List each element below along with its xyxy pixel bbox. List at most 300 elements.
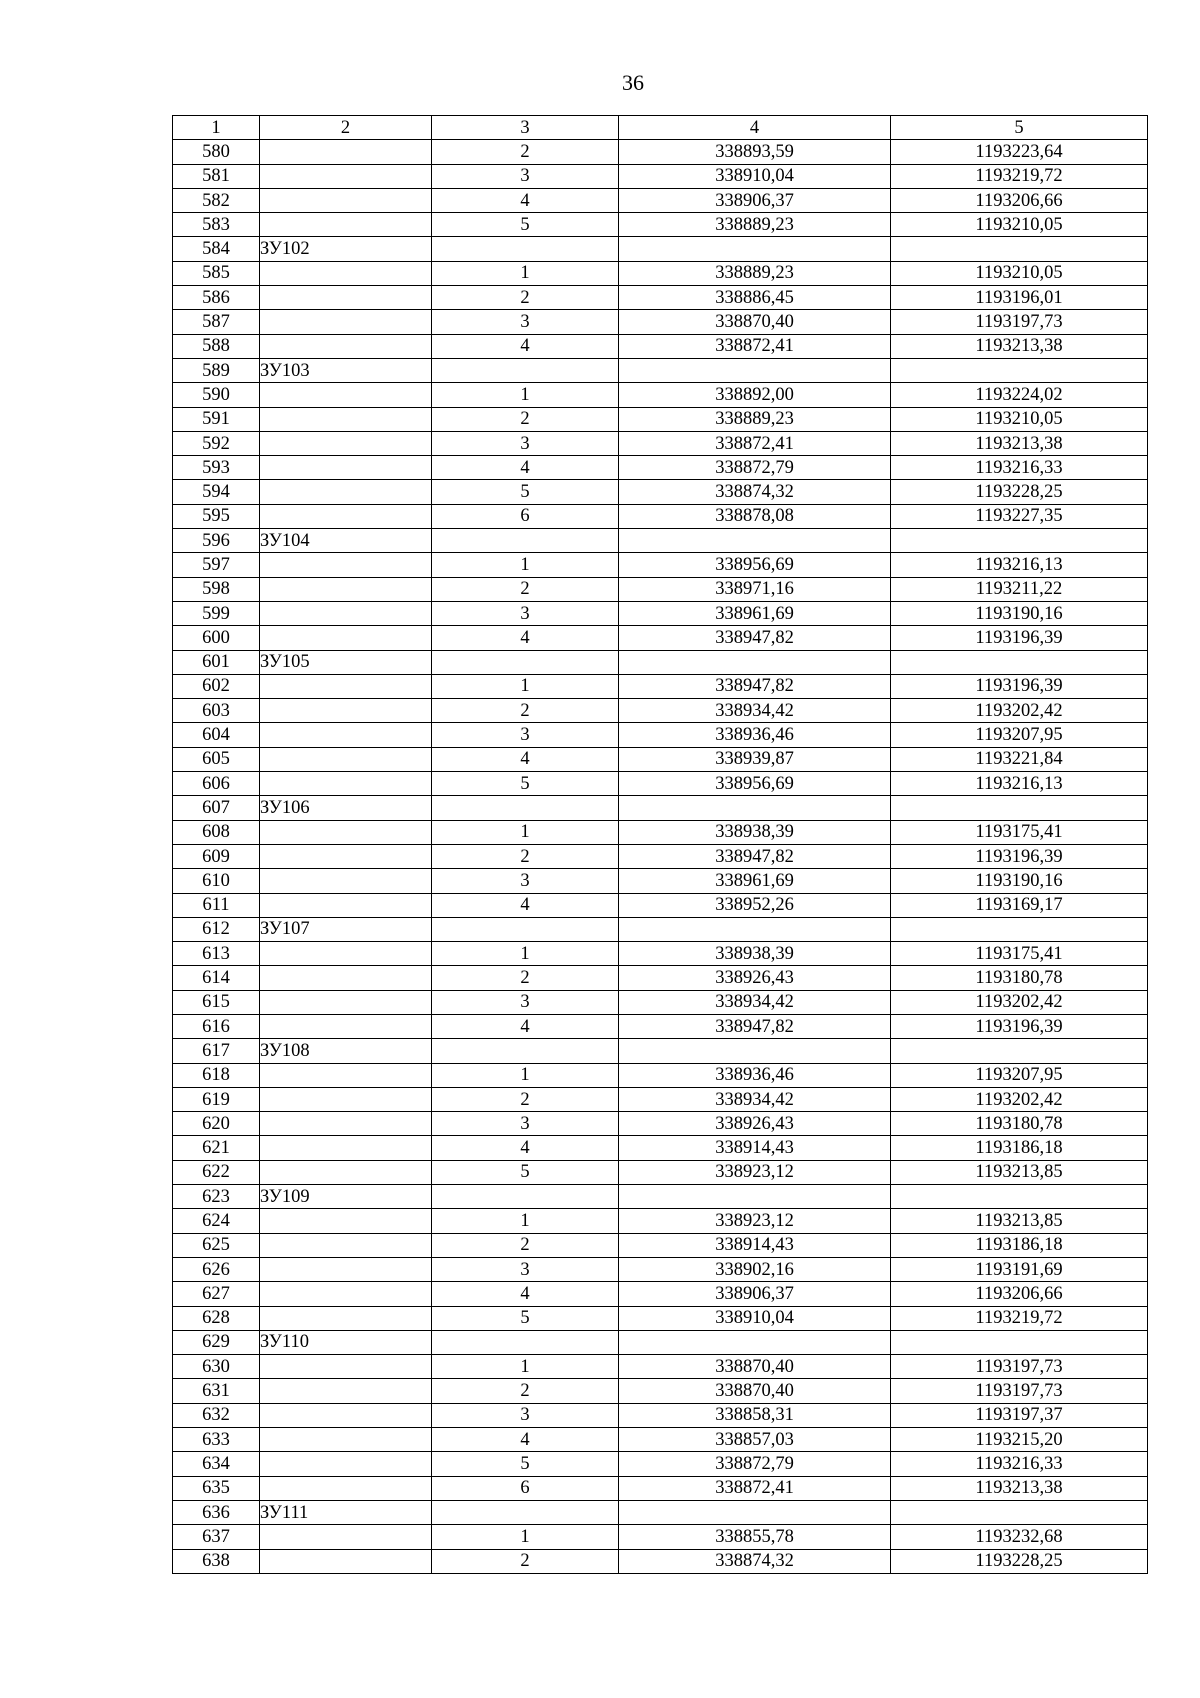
y-coordinate-cell [891, 796, 1148, 820]
parcel-label-cell [260, 1403, 432, 1427]
table-row [173, 1549, 1148, 1573]
row-number-cell: 627 [173, 1282, 260, 1306]
point-number-cell: 2 [432, 140, 619, 164]
y-coordinate-cell [891, 529, 1148, 553]
y-coordinate-cell [891, 1185, 1148, 1209]
parcel-label-cell: ЗУ111 [260, 1500, 432, 1524]
x-coordinate-cell: 338914,43 [619, 1233, 891, 1257]
table-row [173, 1379, 1148, 1403]
y-coordinate-cell: 1193202,42 [891, 990, 1148, 1014]
table-row [173, 504, 1148, 528]
table-row [173, 747, 1148, 771]
row-number-cell: 621 [173, 1136, 260, 1160]
y-coordinate-cell: 1193215,20 [891, 1428, 1148, 1452]
row-number-cell: 609 [173, 844, 260, 868]
parcel-label-cell [260, 601, 432, 625]
table-row [173, 456, 1148, 480]
x-coordinate-cell: 338872,41 [619, 1476, 891, 1500]
point-number-cell: 2 [432, 844, 619, 868]
table-row [173, 383, 1148, 407]
x-coordinate-cell: 338870,40 [619, 1379, 891, 1403]
row-number-cell: 638 [173, 1549, 260, 1573]
parcel-label-cell [260, 188, 432, 212]
y-coordinate-cell: 1193213,38 [891, 334, 1148, 358]
y-coordinate-cell: 1193190,16 [891, 869, 1148, 893]
row-number-cell: 601 [173, 650, 260, 674]
parcel-label-cell [260, 1257, 432, 1281]
y-coordinate-cell: 1193186,18 [891, 1233, 1148, 1257]
table-row [173, 1209, 1148, 1233]
parcel-label-cell: ЗУ102 [260, 237, 432, 261]
point-number-cell: 4 [432, 334, 619, 358]
row-number-cell: 619 [173, 1087, 260, 1111]
row-number-cell: 591 [173, 407, 260, 431]
table-row [173, 1063, 1148, 1087]
y-coordinate-cell [891, 1500, 1148, 1524]
y-coordinate-cell: 1193196,39 [891, 844, 1148, 868]
point-number-cell [432, 1185, 619, 1209]
parcel-label-cell: ЗУ110 [260, 1330, 432, 1354]
parcel-label-cell [260, 1379, 432, 1403]
y-coordinate-cell: 1193191,69 [891, 1257, 1148, 1281]
y-coordinate-cell: 1193207,95 [891, 1063, 1148, 1087]
table-row [173, 1039, 1148, 1063]
point-number-cell: 4 [432, 1282, 619, 1306]
x-coordinate-cell [619, 796, 891, 820]
y-coordinate-cell: 1193227,35 [891, 504, 1148, 528]
table-row [173, 1136, 1148, 1160]
x-coordinate-cell: 338934,42 [619, 699, 891, 723]
row-number-cell: 594 [173, 480, 260, 504]
point-number-cell: 2 [432, 1549, 619, 1573]
table-row [173, 310, 1148, 334]
y-coordinate-cell: 1193180,78 [891, 1112, 1148, 1136]
parcel-label-cell [260, 820, 432, 844]
parcel-label-cell [260, 1476, 432, 1500]
y-coordinate-cell: 1193216,33 [891, 1452, 1148, 1476]
parcel-label-cell: ЗУ103 [260, 358, 432, 382]
x-coordinate-cell [619, 917, 891, 941]
parcel-label-cell [260, 1306, 432, 1330]
x-coordinate-cell: 338961,69 [619, 601, 891, 625]
column-header-3: 3 [432, 116, 619, 140]
parcel-label-cell [260, 1160, 432, 1184]
y-coordinate-cell: 1193216,33 [891, 456, 1148, 480]
point-number-cell: 1 [432, 383, 619, 407]
x-coordinate-cell: 338938,39 [619, 942, 891, 966]
x-coordinate-cell: 338923,12 [619, 1209, 891, 1233]
x-coordinate-cell: 338947,82 [619, 844, 891, 868]
y-coordinate-cell: 1193213,38 [891, 1476, 1148, 1500]
row-number-cell: 596 [173, 529, 260, 553]
y-coordinate-cell: 1193210,05 [891, 407, 1148, 431]
table-row [173, 1087, 1148, 1111]
x-coordinate-cell [619, 1500, 891, 1524]
y-coordinate-cell: 1193196,39 [891, 1014, 1148, 1038]
parcel-label-cell [260, 480, 432, 504]
parcel-label-cell [260, 577, 432, 601]
y-coordinate-cell [891, 237, 1148, 261]
table-row [173, 844, 1148, 868]
y-coordinate-cell: 1193196,01 [891, 286, 1148, 310]
y-coordinate-cell: 1193219,72 [891, 1306, 1148, 1330]
row-number-cell: 634 [173, 1452, 260, 1476]
y-coordinate-cell: 1193169,17 [891, 893, 1148, 917]
table-row [173, 286, 1148, 310]
y-coordinate-cell: 1193219,72 [891, 164, 1148, 188]
point-number-cell: 5 [432, 772, 619, 796]
row-number-cell: 616 [173, 1014, 260, 1038]
y-coordinate-cell: 1193228,25 [891, 1549, 1148, 1573]
y-coordinate-cell: 1193213,85 [891, 1160, 1148, 1184]
table-row [173, 1185, 1148, 1209]
row-number-cell: 628 [173, 1306, 260, 1330]
x-coordinate-cell [619, 650, 891, 674]
y-coordinate-cell: 1193202,42 [891, 1087, 1148, 1111]
x-coordinate-cell: 338936,46 [619, 1063, 891, 1087]
table-row [173, 942, 1148, 966]
point-number-cell: 4 [432, 456, 619, 480]
row-number-cell: 637 [173, 1525, 260, 1549]
point-number-cell: 3 [432, 1112, 619, 1136]
x-coordinate-cell: 338947,82 [619, 1014, 891, 1038]
point-number-cell: 4 [432, 626, 619, 650]
point-number-cell [432, 1500, 619, 1524]
x-coordinate-cell: 338926,43 [619, 966, 891, 990]
x-coordinate-cell: 338947,82 [619, 674, 891, 698]
x-coordinate-cell: 338971,16 [619, 577, 891, 601]
row-number-cell: 613 [173, 942, 260, 966]
table-row [173, 407, 1148, 431]
column-header-4: 4 [619, 116, 891, 140]
x-coordinate-cell: 338906,37 [619, 188, 891, 212]
point-number-cell: 2 [432, 407, 619, 431]
parcel-label-cell [260, 1549, 432, 1573]
row-number-cell: 604 [173, 723, 260, 747]
row-number-cell: 580 [173, 140, 260, 164]
parcel-label-cell [260, 626, 432, 650]
point-number-cell: 4 [432, 747, 619, 771]
row-number-cell: 629 [173, 1330, 260, 1354]
point-number-cell: 1 [432, 261, 619, 285]
point-number-cell: 3 [432, 1403, 619, 1427]
row-number-cell: 615 [173, 990, 260, 1014]
table-row [173, 480, 1148, 504]
point-number-cell [432, 529, 619, 553]
table-row [173, 213, 1148, 237]
y-coordinate-cell: 1193228,25 [891, 480, 1148, 504]
x-coordinate-cell: 338926,43 [619, 1112, 891, 1136]
row-number-cell: 592 [173, 431, 260, 455]
x-coordinate-cell [619, 1330, 891, 1354]
x-coordinate-cell: 338872,79 [619, 1452, 891, 1476]
parcel-label-cell [260, 747, 432, 771]
y-coordinate-cell: 1193210,05 [891, 261, 1148, 285]
table-row [173, 188, 1148, 212]
parcel-label-cell [260, 1209, 432, 1233]
parcel-label-cell [260, 164, 432, 188]
point-number-cell: 6 [432, 504, 619, 528]
x-coordinate-cell: 338906,37 [619, 1282, 891, 1306]
y-coordinate-cell: 1193223,64 [891, 140, 1148, 164]
parcel-label-cell [260, 1355, 432, 1379]
row-number-cell: 602 [173, 674, 260, 698]
row-number-cell: 620 [173, 1112, 260, 1136]
table-row [173, 893, 1148, 917]
table-row [173, 1355, 1148, 1379]
point-number-cell: 5 [432, 1160, 619, 1184]
table-row [173, 1282, 1148, 1306]
point-number-cell: 1 [432, 942, 619, 966]
parcel-label-cell [260, 140, 432, 164]
table-row [173, 601, 1148, 625]
row-number-cell: 608 [173, 820, 260, 844]
point-number-cell: 3 [432, 990, 619, 1014]
parcel-label-cell [260, 431, 432, 455]
x-coordinate-cell [619, 358, 891, 382]
row-number-cell: 633 [173, 1428, 260, 1452]
x-coordinate-cell: 338902,16 [619, 1257, 891, 1281]
x-coordinate-cell: 338874,32 [619, 480, 891, 504]
x-coordinate-cell [619, 237, 891, 261]
row-number-cell: 624 [173, 1209, 260, 1233]
y-coordinate-cell: 1193202,42 [891, 699, 1148, 723]
column-header-5: 5 [891, 116, 1148, 140]
point-number-cell [432, 796, 619, 820]
y-coordinate-cell: 1193210,05 [891, 213, 1148, 237]
point-number-cell: 1 [432, 1063, 619, 1087]
x-coordinate-cell: 338874,32 [619, 1549, 891, 1573]
point-number-cell: 3 [432, 869, 619, 893]
parcel-label-cell [260, 990, 432, 1014]
x-coordinate-cell: 338938,39 [619, 820, 891, 844]
table-row [173, 237, 1148, 261]
row-number-cell: 635 [173, 1476, 260, 1500]
x-coordinate-cell: 338947,82 [619, 626, 891, 650]
row-number-cell: 632 [173, 1403, 260, 1427]
x-coordinate-cell: 338961,69 [619, 869, 891, 893]
parcel-label-cell [260, 286, 432, 310]
point-number-cell: 4 [432, 1428, 619, 1452]
x-coordinate-cell: 338870,40 [619, 310, 891, 334]
y-coordinate-cell: 1193196,39 [891, 674, 1148, 698]
y-coordinate-cell: 1193213,38 [891, 431, 1148, 455]
table-row [173, 723, 1148, 747]
row-number-cell: 636 [173, 1500, 260, 1524]
x-coordinate-cell: 338892,00 [619, 383, 891, 407]
row-number-cell: 618 [173, 1063, 260, 1087]
parcel-label-cell [260, 213, 432, 237]
y-coordinate-cell: 1193175,41 [891, 820, 1148, 844]
parcel-label-cell [260, 674, 432, 698]
row-number-cell: 630 [173, 1355, 260, 1379]
point-number-cell: 5 [432, 213, 619, 237]
row-number-cell: 590 [173, 383, 260, 407]
x-coordinate-cell: 338872,41 [619, 334, 891, 358]
point-number-cell: 1 [432, 820, 619, 844]
parcel-label-cell [260, 942, 432, 966]
point-number-cell [432, 237, 619, 261]
y-coordinate-cell [891, 358, 1148, 382]
table-body [173, 140, 1148, 1574]
parcel-label-cell [260, 1428, 432, 1452]
y-coordinate-cell: 1193197,37 [891, 1403, 1148, 1427]
point-number-cell: 4 [432, 1014, 619, 1038]
parcel-label-cell [260, 407, 432, 431]
row-number-cell: 607 [173, 796, 260, 820]
table-header-row [173, 116, 1148, 140]
x-coordinate-cell: 338910,04 [619, 1306, 891, 1330]
point-number-cell: 5 [432, 1306, 619, 1330]
row-number-cell: 588 [173, 334, 260, 358]
row-number-cell: 614 [173, 966, 260, 990]
x-coordinate-cell: 338872,79 [619, 456, 891, 480]
point-number-cell: 1 [432, 553, 619, 577]
column-header-1: 1 [173, 116, 260, 140]
table-row [173, 1403, 1148, 1427]
point-number-cell [432, 1039, 619, 1063]
row-number-cell: 610 [173, 869, 260, 893]
x-coordinate-cell [619, 529, 891, 553]
x-coordinate-cell: 338855,78 [619, 1525, 891, 1549]
parcel-label-cell [260, 893, 432, 917]
x-coordinate-cell: 338934,42 [619, 990, 891, 1014]
point-number-cell: 4 [432, 893, 619, 917]
row-number-cell: 586 [173, 286, 260, 310]
table-row [173, 140, 1148, 164]
x-coordinate-cell: 338936,46 [619, 723, 891, 747]
x-coordinate-cell: 338934,42 [619, 1087, 891, 1111]
point-number-cell: 1 [432, 1355, 619, 1379]
x-coordinate-cell: 338886,45 [619, 286, 891, 310]
table-row [173, 1428, 1148, 1452]
y-coordinate-cell [891, 1330, 1148, 1354]
x-coordinate-cell: 338893,59 [619, 140, 891, 164]
y-coordinate-cell: 1193196,39 [891, 626, 1148, 650]
x-coordinate-cell [619, 1185, 891, 1209]
row-number-cell: 625 [173, 1233, 260, 1257]
y-coordinate-cell: 1193175,41 [891, 942, 1148, 966]
x-coordinate-cell: 338923,12 [619, 1160, 891, 1184]
point-number-cell: 2 [432, 966, 619, 990]
table-row [173, 553, 1148, 577]
table-row [173, 772, 1148, 796]
page-number: 36 [622, 70, 644, 95]
y-coordinate-cell: 1193232,68 [891, 1525, 1148, 1549]
parcel-label-cell [260, 504, 432, 528]
point-number-cell: 5 [432, 1452, 619, 1476]
y-coordinate-cell [891, 917, 1148, 941]
point-number-cell: 3 [432, 601, 619, 625]
x-coordinate-cell: 338857,03 [619, 1428, 891, 1452]
x-coordinate-cell [619, 1039, 891, 1063]
table-row [173, 1330, 1148, 1354]
table-row [173, 626, 1148, 650]
table-row [173, 1233, 1148, 1257]
point-number-cell: 1 [432, 674, 619, 698]
point-number-cell: 2 [432, 577, 619, 601]
parcel-label-cell [260, 869, 432, 893]
y-coordinate-cell: 1193216,13 [891, 553, 1148, 577]
row-number-cell: 600 [173, 626, 260, 650]
point-number-cell: 1 [432, 1525, 619, 1549]
y-coordinate-cell: 1193197,73 [891, 310, 1148, 334]
parcel-label-cell [260, 1014, 432, 1038]
point-number-cell [432, 917, 619, 941]
point-number-cell: 2 [432, 1087, 619, 1111]
row-number-cell: 581 [173, 164, 260, 188]
x-coordinate-cell: 338870,40 [619, 1355, 891, 1379]
y-coordinate-cell: 1193206,66 [891, 188, 1148, 212]
table-row [173, 431, 1148, 455]
table-row [173, 1014, 1148, 1038]
row-number-cell: 583 [173, 213, 260, 237]
table-row [173, 1452, 1148, 1476]
point-number-cell: 1 [432, 1209, 619, 1233]
y-coordinate-cell: 1193221,84 [891, 747, 1148, 771]
table-row [173, 1500, 1148, 1524]
row-number-cell: 598 [173, 577, 260, 601]
parcel-label-cell: ЗУ107 [260, 917, 432, 941]
point-number-cell: 2 [432, 1379, 619, 1403]
parcel-label-cell: ЗУ104 [260, 529, 432, 553]
parcel-label-cell [260, 1112, 432, 1136]
x-coordinate-cell: 338910,04 [619, 164, 891, 188]
x-coordinate-cell: 338878,08 [619, 504, 891, 528]
table-row [173, 1112, 1148, 1136]
y-coordinate-cell: 1193180,78 [891, 966, 1148, 990]
point-number-cell: 2 [432, 1233, 619, 1257]
point-number-cell [432, 650, 619, 674]
table-row [173, 869, 1148, 893]
x-coordinate-cell: 338889,23 [619, 407, 891, 431]
table-row [173, 164, 1148, 188]
parcel-label-cell [260, 1282, 432, 1306]
x-coordinate-cell: 338956,69 [619, 772, 891, 796]
table-row [173, 674, 1148, 698]
parcel-label-cell [260, 310, 432, 334]
point-number-cell: 4 [432, 188, 619, 212]
y-coordinate-cell: 1193197,73 [891, 1379, 1148, 1403]
point-number-cell: 4 [432, 1136, 619, 1160]
x-coordinate-cell: 338956,69 [619, 553, 891, 577]
parcel-label-cell [260, 1233, 432, 1257]
x-coordinate-cell: 338889,23 [619, 213, 891, 237]
row-number-cell: 595 [173, 504, 260, 528]
row-number-cell: 622 [173, 1160, 260, 1184]
row-number-cell: 631 [173, 1379, 260, 1403]
table-row [173, 261, 1148, 285]
y-coordinate-cell: 1193186,18 [891, 1136, 1148, 1160]
y-coordinate-cell: 1193216,13 [891, 772, 1148, 796]
table-row [173, 529, 1148, 553]
parcel-label-cell [260, 723, 432, 747]
table-row [173, 796, 1148, 820]
table-row [173, 577, 1148, 601]
x-coordinate-cell: 338914,43 [619, 1136, 891, 1160]
point-number-cell: 6 [432, 1476, 619, 1500]
point-number-cell: 3 [432, 723, 619, 747]
y-coordinate-cell [891, 1039, 1148, 1063]
table-row [173, 1257, 1148, 1281]
point-number-cell: 3 [432, 310, 619, 334]
y-coordinate-cell: 1193190,16 [891, 601, 1148, 625]
y-coordinate-cell: 1193207,95 [891, 723, 1148, 747]
row-number-cell: 611 [173, 893, 260, 917]
x-coordinate-cell: 338858,31 [619, 1403, 891, 1427]
column-header-2: 2 [260, 116, 432, 140]
point-number-cell [432, 1330, 619, 1354]
